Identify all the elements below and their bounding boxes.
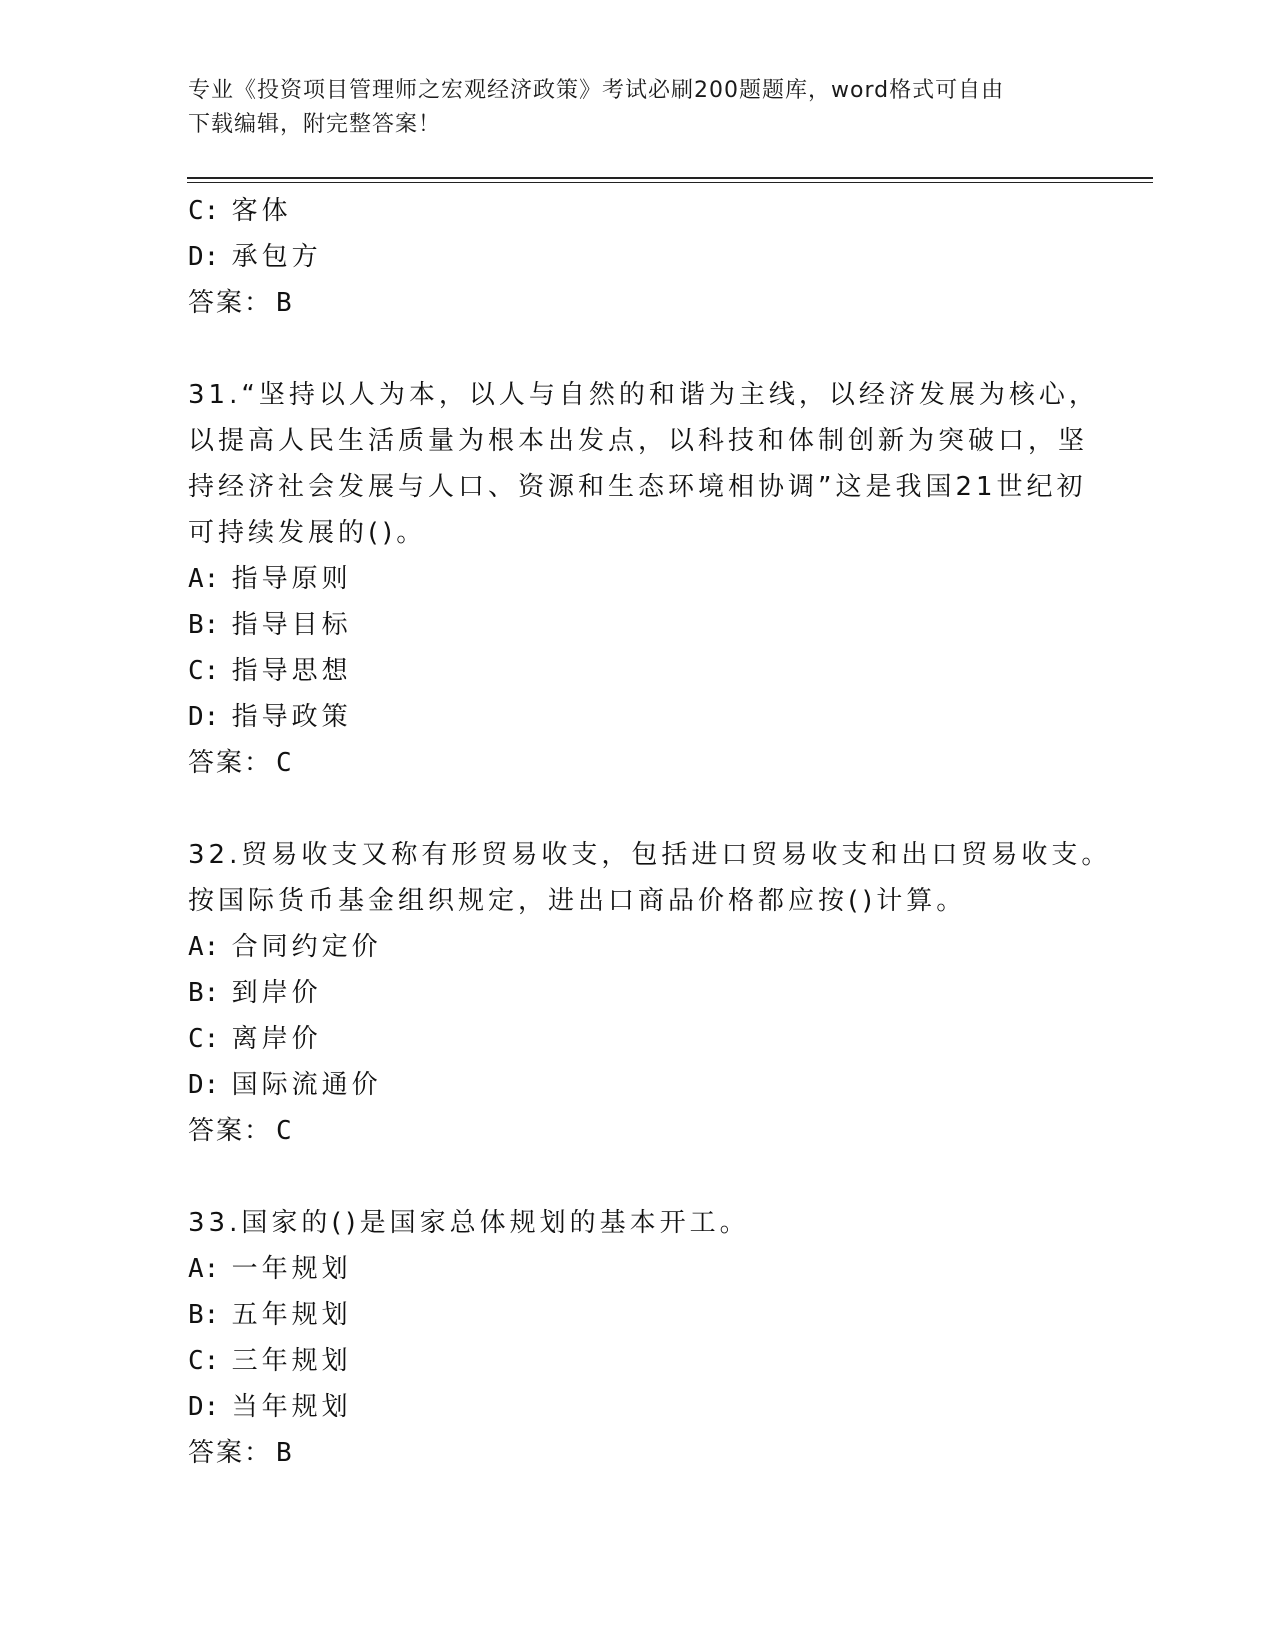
option-d — [188, 234, 1088, 280]
answer-label: 答案： — [188, 288, 273, 318]
option-letter: B: — [188, 978, 220, 1008]
option-b — [188, 970, 1088, 1016]
option-text: 到岸价 — [231, 978, 322, 1008]
question-text-line: 持经济社会发展与人口、资源和生态环境相协调”这是我国21世纪初 — [188, 472, 1087, 502]
answer-line — [188, 740, 1088, 786]
option-text: 合同约定价 — [231, 932, 382, 962]
answer-line — [188, 1108, 1088, 1154]
option-c — [188, 1338, 1088, 1384]
question-text-line: 可持续发展的()。 — [188, 518, 427, 548]
answer-value: B — [276, 1438, 294, 1468]
option-text: 承包方 — [231, 242, 322, 272]
header-divider-thick — [187, 177, 1153, 179]
option-a — [188, 1246, 1088, 1292]
answer-value: B — [276, 288, 294, 318]
question-text-line: 32.贸易收支又称有形贸易收支，包括进口贸易收支和出口贸易收支。 — [188, 840, 1112, 870]
option-c — [188, 188, 1088, 234]
option-b — [188, 1292, 1088, 1338]
option-text: 客体 — [231, 196, 292, 226]
option-d — [188, 694, 1088, 740]
option-a — [188, 556, 1088, 602]
option-text: 一年规划 — [231, 1254, 352, 1284]
option-letter: D: — [188, 242, 220, 272]
option-letter: A: — [188, 564, 220, 594]
option-letter: C: — [188, 656, 220, 686]
option-letter: D: — [188, 1392, 220, 1422]
option-d — [188, 1384, 1088, 1430]
option-c — [188, 648, 1088, 694]
option-text: 三年规划 — [231, 1346, 352, 1376]
option-letter: C: — [188, 196, 220, 226]
option-text: 指导目标 — [231, 610, 352, 640]
answer-label: 答案： — [188, 748, 273, 778]
option-letter: C: — [188, 1024, 220, 1054]
option-letter: D: — [188, 702, 220, 732]
question-31 — [188, 372, 1099, 786]
header-divider-thin — [187, 182, 1153, 183]
option-letter: D: — [188, 1070, 220, 1100]
question-list — [188, 188, 1112, 1522]
option-text: 离岸价 — [231, 1024, 322, 1054]
option-a — [188, 924, 1088, 970]
answer-label: 答案： — [188, 1116, 273, 1146]
option-letter: B: — [188, 1300, 220, 1330]
question-33 — [188, 1200, 1088, 1476]
header-line-1: 专业《投资项目管理师之宏观经济政策》考试必刷200题题库，word格式可自由 — [188, 78, 1005, 103]
question-32 — [188, 832, 1112, 1154]
question-text-line: 33.国家的()是国家总体规划的基本开工。 — [188, 1208, 750, 1238]
option-text: 五年规划 — [231, 1300, 352, 1330]
answer-label: 答案： — [188, 1438, 273, 1468]
option-text: 指导思想 — [231, 656, 352, 686]
header-line-2: 下载编辑，附完整答案！ — [188, 112, 442, 137]
option-c — [188, 1016, 1088, 1062]
answer-line — [188, 1430, 1088, 1476]
option-b — [188, 602, 1088, 648]
partial-question — [188, 188, 1088, 326]
option-letter: A: — [188, 1254, 220, 1284]
question-text-line: 以提高人民生活质量为根本出发点，以科技和体制创新为突破口，坚 — [188, 426, 1089, 456]
document-header — [188, 74, 1088, 142]
option-text: 指导政策 — [231, 702, 352, 732]
answer-value: C — [276, 1116, 294, 1146]
option-text: 国际流通价 — [231, 1070, 382, 1100]
option-text: 当年规划 — [231, 1392, 352, 1422]
option-letter: A: — [188, 932, 220, 962]
option-letter: C: — [188, 1346, 220, 1376]
option-letter: B: — [188, 610, 220, 640]
question-text-line: 31.“坚持以人为本，以人与自然的和谐为主线，以经济发展为核心， — [188, 380, 1099, 410]
answer-value: C — [276, 748, 294, 778]
answer-line — [188, 280, 1088, 326]
question-text-line: 按国际货币基金组织规定，进出口商品价格都应按()计算。 — [188, 886, 967, 916]
option-text: 指导原则 — [231, 564, 352, 594]
option-d — [188, 1062, 1088, 1108]
